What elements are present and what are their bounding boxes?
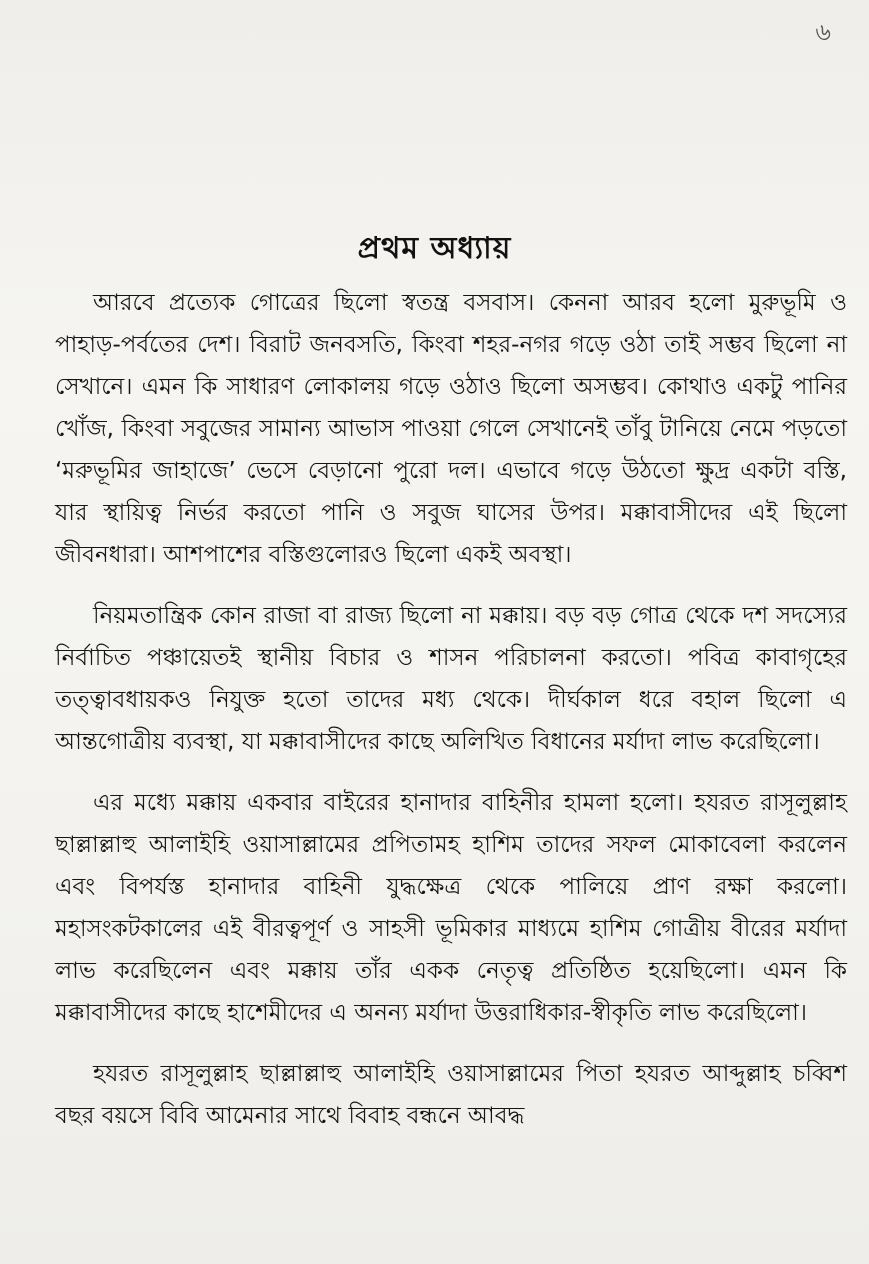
page-number: ৬ bbox=[815, 18, 831, 46]
paragraph: আরবে প্রত্যেক গোত্রের ছিলো স্বতন্ত্র বসবাস। কেননা আরব হলো মুরুভূমি ও পাহাড়-পর্বতের দেশ। বিরাট জনবসতি, কিংবা শহর-নগর গড়ে ওঠা তাই সম্ভব ছিলো না সেখানে। এমন কি সাধারণ লোকালয় গড়ে ওঠাও ছিলো অসম্ভব। কোথাও একটু পানির খোঁজ, কিংবা সবুজের সামান্য আভাস পাওয়া গেলে সেখানেই তাঁবু টানিয়ে নেমে পড়তো ‘মরুভূমির জাহাজে’ ভেসে বেড়ানো পুরো দল। এভাবে গড়ে উঠতো ক্ষুদ্র একটা বস্তি, যার স্থায়িত্ব নির্ভর করতো পানি ও সবুজ ঘাসের উপর। মক্কাবাসীদের এই ছিলো জীবনধারা। আশপাশের বস্তিগুলোরও ছিলো একই অবস্থা। bbox=[55, 290, 847, 568]
paragraph: নিয়মতান্ত্রিক কোন রাজা বা রাজ্য ছিলো না মক্কায়। বড় বড় গোত্র থেকে দশ সদস্যের নির্বাচিত পঞ্চায়েতই স্থানীয় বিচার ও শাসন পরিচালনা করতো। পবিত্র কাবাগৃহের তত্ত্বাবধায়কও নিযুক্ত হতো তাদের মধ্য থেকে। দীর্ঘকাল ধরে বহাল ছিলো এ আন্তগোত্রীয় ব্যবস্থা, যা মক্কাবাসীদের কাছে অলিখিত বিধানের মর্যাদা লাভ করেছিলো। bbox=[55, 603, 847, 755]
paragraph: এর মধ্যে মক্কায় একবার বাইরের হানাদার বাহিনীর হামলা হলো। হযরত রাসূলুল্লাহ ছাল্লাল্লাহু আলাইহি ওয়াসাল্লামের প্রপিতামহ হাশিম তাদের সফল মোকাবেলা করলেন এবং বিপর্যস্ত হানাদার বাহিনী যুদ্ধক্ষেত্র থেকে পালিয়ে প্রাণ রক্ষা করলো। মহাসংকটকালের এই বীরত্বপূর্ণ ও সাহসী ভূমিকার মাধ্যমে হাশিম গোত্রীয় বীরের মর্যাদা লাভ করেছিলেন এবং মক্কায় তাঁর একক নেতৃত্ব প্রতিষ্ঠিত হয়েছিলো। এমন কি মক্কাবাসীদের কাছে হাশেমীদের এ অনন্য মর্যাদা উত্তরাধিকার-স্বীকৃতি লাভ করেছিলো। bbox=[55, 790, 847, 1026]
paragraph: হযরত রাসূলুল্লাহ ছাল্লাল্লাহু আলাইহি ওয়াসাল্লামের পিতা হযরত আব্দুল্লাহ চব্বিশ বছর বয়সে বিবি আমেনার সাথে বিবাহ বন্ধনে আবদ্ধ bbox=[55, 1061, 847, 1129]
chapter-title: প্রথম অধ্যায় bbox=[357, 231, 512, 266]
bleed-through-text bbox=[55, 8, 845, 212]
body-text bbox=[55, 282, 847, 1137]
